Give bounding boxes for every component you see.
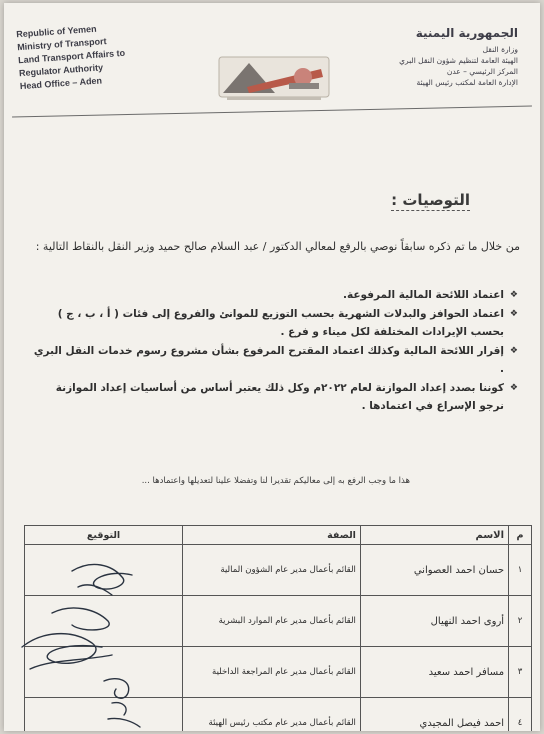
- header-ar-line: وزارة النقل: [482, 45, 518, 54]
- row-name: احمد فيصل المجيدي: [360, 698, 508, 732]
- row-signature-cell: [25, 545, 183, 596]
- col-header-role: الصفة: [183, 526, 361, 545]
- header-divider: [12, 106, 532, 118]
- recommendation-item: ❖ كوننا بصدد إعداد الموازنة لعام ٢٠٢٢م وكل ذلك يعتبر أساس من أساسيات إعداد الموازنة نرجو الإسراع في اعتمادها .: [28, 379, 518, 415]
- row-signature-cell: [25, 647, 183, 698]
- row-role: القائم بأعمال مدير عام المراجعة الداخلية: [183, 647, 361, 698]
- row-no: ٣: [509, 647, 532, 698]
- intro-paragraph: من خلال ما تم ذكره سابقاً نوصي بالرفع لمعالي الدكتور / عبد السلام صالح حميد وزير النقل بالنقاط التالية :: [35, 240, 520, 253]
- row-no: ٤: [509, 698, 532, 732]
- section-title: التوصيات :: [391, 191, 470, 209]
- table-row: [25, 698, 532, 732]
- header-en-line: Republic of Yemen: [15, 23, 97, 40]
- recommendation-item: ❖ إقرار اللائحة المالية وكذلك اعتماد المقترح المرفوع بشأن مشروع رسوم خدمات النقل البري .: [28, 342, 518, 378]
- header-ar-line: المركز الرئيسي – عدن: [446, 67, 518, 76]
- header-arabic: [368, 25, 518, 88]
- header-en-line: Regulator Authority: [18, 62, 104, 79]
- row-role: القائم بأعمال مدير عام الشؤون المالية: [183, 545, 361, 596]
- header-en-line: Head Office – Aden: [19, 75, 103, 92]
- table-row: [25, 545, 532, 596]
- recommendation-item: ❖ اعتماد الحوافز والبدلات الشهرية بحسب التوزيع للموانئ والفروع إلى فئات ( أ ، ب ، ج ) بحسب الإيرادات المختلفة لكل ميناء و فرع .: [28, 305, 518, 341]
- recommendations-list: [28, 286, 518, 416]
- row-no: ١: [509, 545, 532, 596]
- row-role: القائم بأعمال مدير عام مكتب رئيس الهيئة: [183, 698, 361, 732]
- signatures-table: [24, 525, 532, 731]
- row-name: أروى احمد النهيال: [360, 596, 508, 647]
- row-role: القائم بأعمال مدير عام الموارد البشرية: [183, 596, 361, 647]
- header-en-line: Ministry of Transport: [16, 36, 107, 53]
- closing-line: هذا ما وجب الرفع به إلى معاليكم تقديرا لنا وتفضلا علينا لتعديلها واعتمادها ...: [141, 476, 410, 486]
- header-english: [16, 18, 170, 93]
- header-ar-line: الهيئة العامة لتنظيم شؤون النقل البري: [399, 56, 518, 65]
- authority-logo: [209, 47, 339, 107]
- header-ar-motto: الجمهورية اليمنية: [415, 26, 518, 40]
- table-row: [25, 647, 532, 698]
- col-header-signature: التوقيع: [25, 526, 183, 545]
- row-signature-cell: [25, 698, 183, 732]
- header-en-line: Land Transport Affairs to: [17, 47, 126, 66]
- col-header-name: الاسم: [360, 526, 508, 545]
- row-name: حسان احمد العصواني: [360, 545, 508, 596]
- table-row: [25, 596, 532, 647]
- header-ar-line: الإدارة العامة لمكتب رئيس الهيئة: [416, 78, 518, 87]
- row-no: ٢: [509, 596, 532, 647]
- recommendation-item: ❖ اعتماد اللائحة المالية المرفوعة.: [28, 286, 518, 304]
- row-signature-cell: [25, 596, 183, 647]
- col-header-no: م: [509, 526, 532, 545]
- table-header-row: [25, 526, 532, 545]
- document-page: [4, 3, 540, 731]
- row-name: مسافر احمد سعيد: [360, 647, 508, 698]
